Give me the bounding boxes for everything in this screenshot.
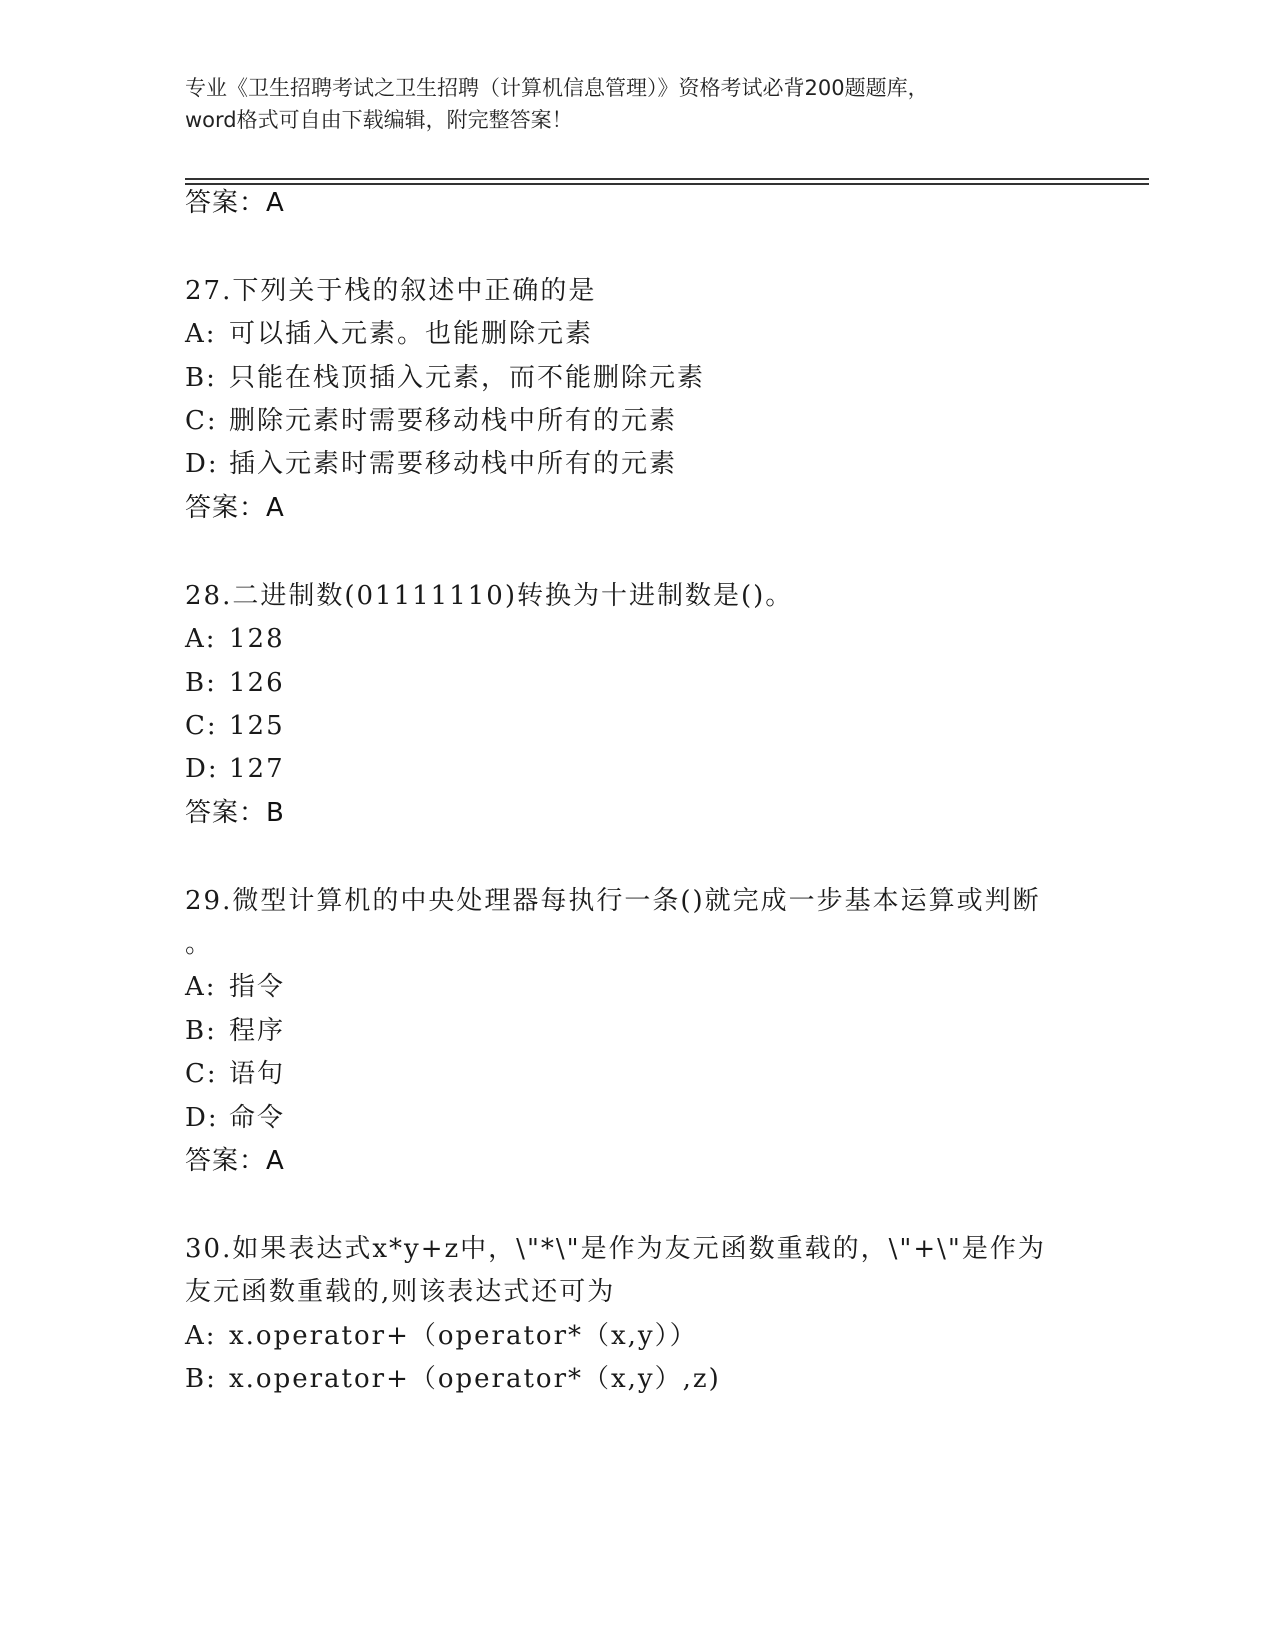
question-28-answer: 答案：B	[185, 798, 285, 828]
question-28-option-a	[185, 622, 285, 656]
option-text: 指令	[229, 972, 286, 1002]
question-27-stem: 27.下列关于栈的叙述中正确的是	[185, 276, 597, 306]
question-29-option-c	[185, 1057, 285, 1091]
option-label: C:	[185, 1059, 218, 1089]
question-29-option-a	[185, 970, 285, 1004]
question-28-option-b	[185, 666, 285, 700]
option-label: A:	[185, 972, 217, 1002]
option-text: x.operator+（operator*（x,y）,z)	[229, 1364, 721, 1394]
option-label: B:	[185, 1016, 217, 1046]
option-text: 插入元素时需要移动栈中所有的元素	[229, 449, 678, 479]
previous-answer: 答案：A	[185, 188, 285, 218]
question-27-option-a	[185, 317, 593, 351]
option-text: 125	[229, 711, 285, 741]
header-line-2: word格式可自由下载编辑，附完整答案！	[185, 108, 573, 132]
option-text: 程序	[229, 1016, 286, 1046]
question-29-answer: 答案：A	[185, 1146, 285, 1176]
question-28-option-c	[185, 709, 285, 743]
option-label: D:	[185, 1103, 219, 1133]
question-30-option-a	[185, 1319, 698, 1353]
option-label: B:	[185, 1364, 217, 1394]
option-label: A:	[185, 319, 217, 349]
question-27-option-b	[185, 361, 705, 395]
question-29-option-d	[185, 1101, 285, 1135]
option-text: 删除元素时需要移动栈中所有的元素	[229, 406, 678, 436]
header-line-1: 专业《卫生招聘考试之卫生招聘（计算机信息管理）》资格考试必背200题题库，	[185, 76, 929, 100]
option-text: 126	[229, 668, 285, 698]
option-text: x.operator+（operator*（x,y））	[229, 1321, 698, 1351]
header-divider-bottom	[185, 183, 1149, 185]
option-text: 128	[229, 624, 285, 654]
option-label: C:	[185, 406, 218, 436]
option-text: 只能在栈顶插入元素，而不能删除元素	[229, 363, 706, 393]
question-29-stem: 29.微型计算机的中央处理器每执行一条()就完成一步基本运算或判断	[185, 886, 1041, 916]
option-label: B:	[185, 363, 217, 393]
option-text: 可以插入元素。也能删除元素	[229, 319, 594, 349]
question-29-stem-continued: 。	[185, 929, 214, 959]
option-label: B:	[185, 668, 217, 698]
question-28-stem: 28.二进制数(01111110)转换为十进制数是()。	[185, 581, 794, 611]
option-label: A:	[185, 1321, 217, 1351]
option-label: A:	[185, 624, 217, 654]
option-text: 语句	[229, 1059, 286, 1089]
question-29-option-b	[185, 1014, 285, 1048]
question-30-stem: 30.如果表达式x*y+z中，\"*\"是作为友元函数重载的，\"+\"是作为	[185, 1234, 1046, 1264]
question-27-option-d	[185, 447, 677, 481]
option-label: C:	[185, 711, 218, 741]
question-30-option-b	[185, 1362, 721, 1396]
question-30-stem-continued: 友元函数重载的,则该表达式还可为	[185, 1277, 616, 1307]
option-text: 127	[229, 754, 285, 784]
question-28-option-d	[185, 752, 285, 786]
question-27-answer: 答案：A	[185, 493, 285, 523]
header-divider-top	[185, 178, 1149, 180]
document-header	[185, 72, 1085, 136]
question-27-option-c	[185, 404, 677, 438]
option-text: 命令	[229, 1103, 286, 1133]
option-label: D:	[185, 449, 219, 479]
option-label: D:	[185, 754, 219, 784]
